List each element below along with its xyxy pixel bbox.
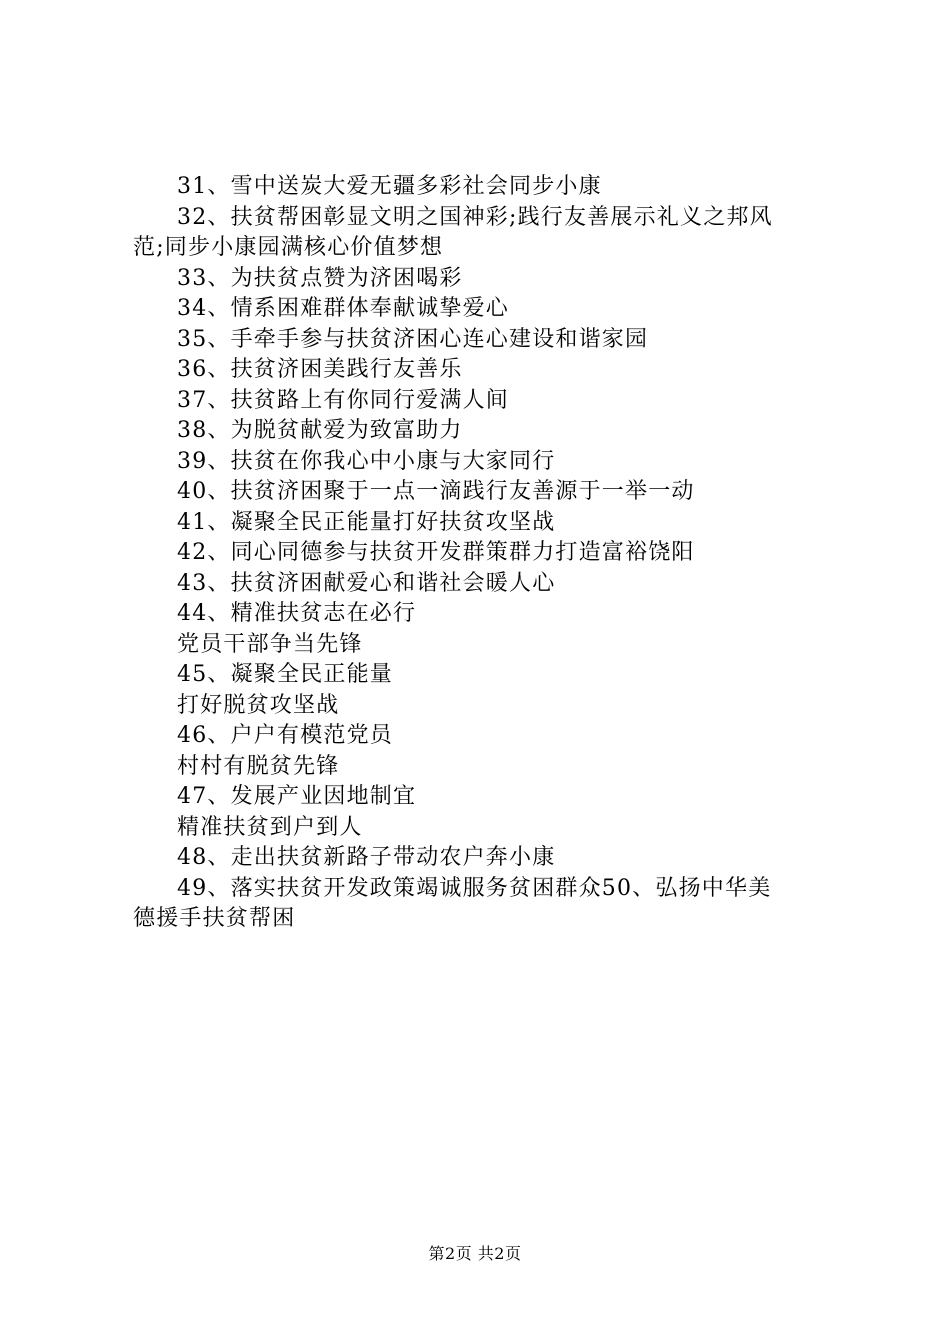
document-body (133, 172, 833, 935)
text-line: 36、扶贫济困美践行友善乐 (177, 357, 463, 382)
text-line: 党员干部争当先锋 (177, 631, 363, 657)
text-line: 范;同步小康园满核心价值梦想 (133, 235, 444, 260)
text-line: 精准扶贫到户到人 (177, 814, 363, 840)
text-line: 39、扶贫在你我心中小康与大家同行 (177, 448, 556, 474)
text-line: 33、为扶贫点赞为济困喝彩 (177, 265, 463, 291)
text-line: 德援手扶贫帮困 (133, 906, 296, 931)
text-line: 42、同心同德参与扶贫开发群策群力打造富裕饶阳 (177, 540, 695, 565)
text-line: 32、扶贫帮困彰显文明之国神彩;践行友善展示礼义之邦风 (177, 204, 773, 230)
text-line: 44、精准扶贫志在必行 (177, 601, 417, 626)
text-line: 31、雪中送炭大爱无疆多彩社会同步小康 (177, 174, 602, 199)
text-line: 村村有脱贫先锋 (177, 753, 340, 779)
text-line: 48、走出扶贫新路子带动农户奔小康 (177, 845, 556, 870)
text-line: 47、发展产业因地制宜 (177, 784, 417, 809)
text-line: 43、扶贫济困献爱心和谐社会暖人心 (177, 570, 556, 596)
text-line: 打好脱贫攻坚战 (177, 692, 340, 718)
text-line: 45、凝聚全民正能量 (177, 662, 393, 687)
page-footer: 第2页 共2页 (428, 1244, 522, 1263)
text-line: 34、情系困难群体奉献诚挚爱心 (177, 296, 509, 321)
text-line: 49、落实扶贫开发政策竭诚服务贫困群众50、弘扬中华美 (177, 875, 772, 901)
text-line: 38、为脱贫献爱为致富助力 (177, 418, 463, 443)
text-line: 41、凝聚全民正能量打好扶贫攻坚战 (177, 509, 556, 535)
text-line: 40、扶贫济困聚于一点一滴践行友善源于一举一动 (177, 479, 695, 504)
text-line: 46、户户有模范党员 (177, 723, 393, 748)
text-line: 35、手牵手参与扶贫济困心连心建设和谐家园 (177, 326, 649, 352)
text-line: 37、扶贫路上有你同行爱满人间 (177, 387, 509, 413)
